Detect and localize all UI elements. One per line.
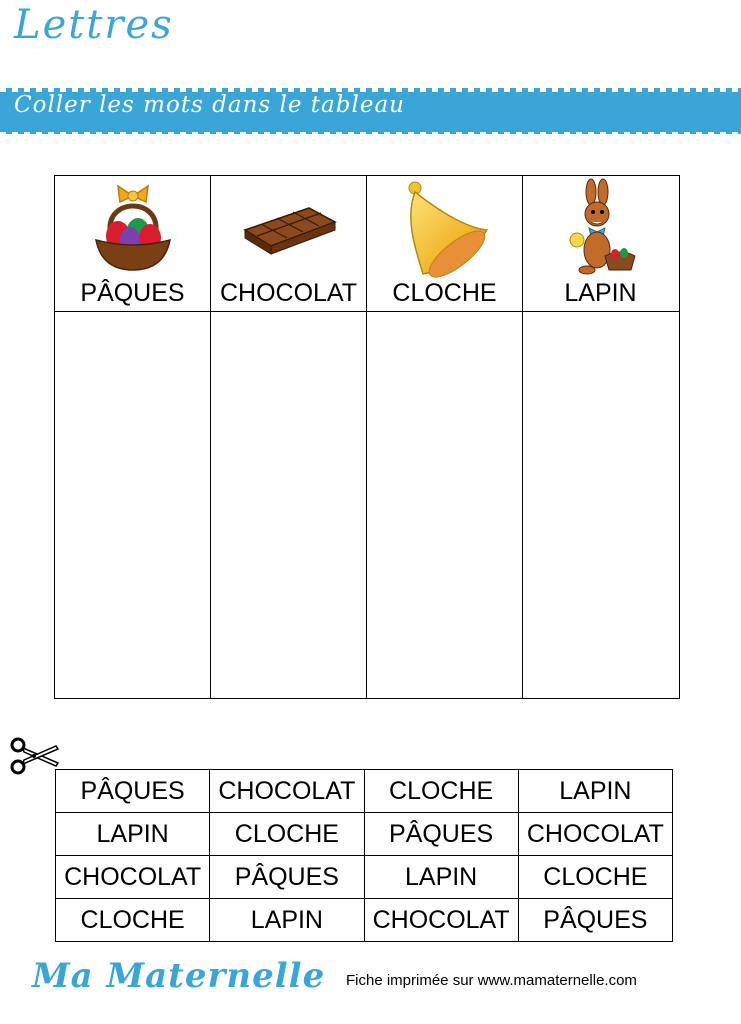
cutout-word[interactable]: LAPIN xyxy=(518,770,672,813)
banner-perforation-top xyxy=(0,88,741,92)
header-word: LAPIN xyxy=(564,279,637,307)
header-word: CHOCOLAT xyxy=(219,279,358,307)
cutout-word[interactable]: PÂQUES xyxy=(56,770,210,813)
cutout-row xyxy=(56,813,673,856)
cutout-word[interactable]: CHOCOLAT xyxy=(210,770,364,813)
cutout-word[interactable]: LAPIN xyxy=(364,856,518,899)
cutout-word[interactable]: CLOCHE xyxy=(56,899,210,942)
header-cell-lapin xyxy=(523,176,678,311)
cutout-word[interactable]: CHOCOLAT xyxy=(518,813,672,856)
footer-printed-on: Fiche imprimée sur www.mamaternelle.com xyxy=(346,972,637,989)
header-divider xyxy=(55,311,679,312)
cutout-word-grid xyxy=(55,769,673,942)
cutout-word[interactable]: PÂQUES xyxy=(210,856,364,899)
header-cell-cloche xyxy=(367,176,522,311)
cutout-word[interactable]: CHOCOLAT xyxy=(364,899,518,942)
banner-perforation-bottom xyxy=(0,132,741,136)
cutout-word[interactable]: CLOCHE xyxy=(518,856,672,899)
cutout-word[interactable]: PÂQUES xyxy=(364,813,518,856)
header-cell-paques xyxy=(55,176,210,311)
instruction-text: Coller les mots dans le tableau xyxy=(14,92,405,118)
cutout-word[interactable]: PÂQUES xyxy=(518,899,672,942)
bell-icon xyxy=(395,178,495,278)
header-cell-chocolat xyxy=(211,176,366,311)
page-title: Lettres xyxy=(14,2,174,48)
header-word: PÂQUES xyxy=(80,279,185,307)
easter-bunny-icon xyxy=(561,178,641,278)
cutout-word[interactable]: LAPIN xyxy=(56,813,210,856)
cutout-row xyxy=(56,770,673,813)
cutout-row xyxy=(56,856,673,899)
cutout-word[interactable]: CHOCOLAT xyxy=(56,856,210,899)
cutout-row xyxy=(56,899,673,942)
site-logo: Ma Maternelle xyxy=(32,956,326,996)
cutout-word[interactable]: CLOCHE xyxy=(364,770,518,813)
cutout-word[interactable]: CLOCHE xyxy=(210,813,364,856)
chocolate-bar-icon xyxy=(239,178,339,273)
instruction-banner xyxy=(0,88,741,134)
easter-basket-icon xyxy=(88,178,178,273)
sorting-table xyxy=(54,175,680,699)
cutout-word[interactable]: LAPIN xyxy=(210,899,364,942)
header-word: CLOCHE xyxy=(392,279,497,307)
